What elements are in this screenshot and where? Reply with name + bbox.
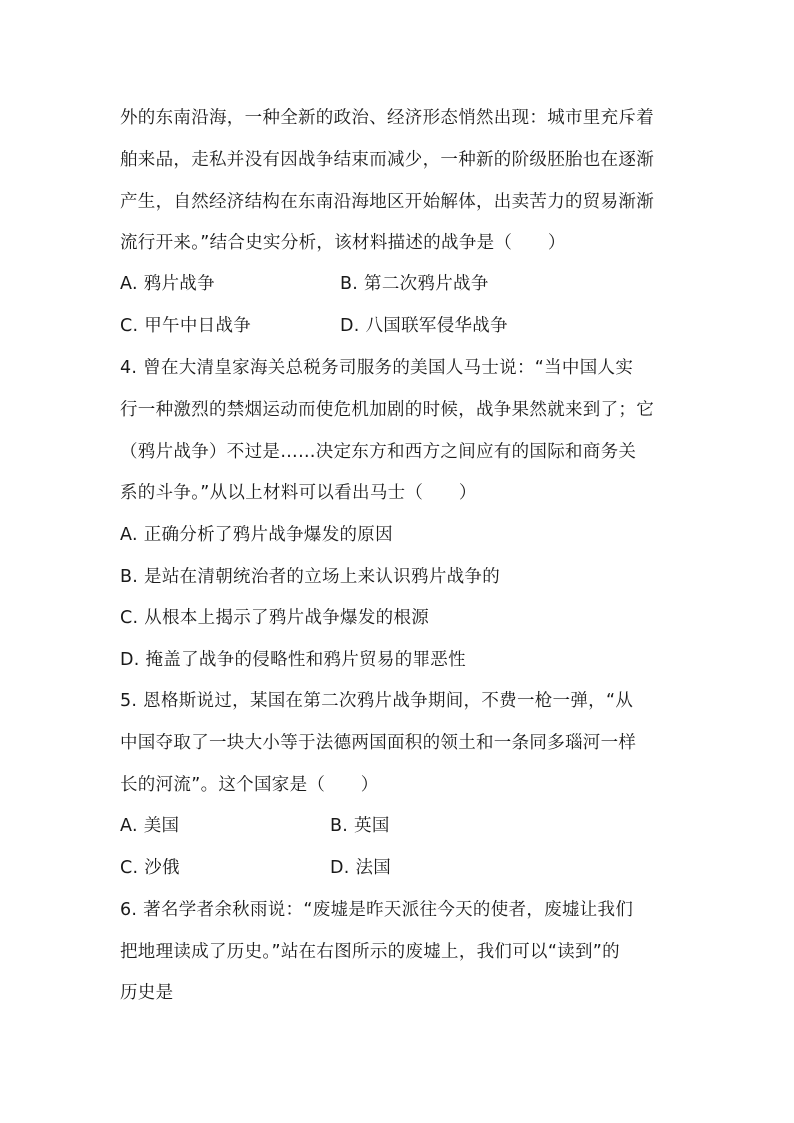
q5-text-line-2: 中国夺取了一块大小等于法德两国面积的领土和一条同多瑙河一样 xyxy=(120,733,637,753)
q3-option-d: D. 八国联军侵华战争 xyxy=(340,316,508,336)
q5-text-line-3: 长的河流”。这个国家是（ ） xyxy=(120,775,379,795)
q3-option-a: A. 鸦片战争 xyxy=(120,274,215,294)
q4-option-d: D. 掩盖了战争的侵略性和鸦片贸易的罪恶性 xyxy=(120,650,466,670)
q5-option-b: B. 英国 xyxy=(330,816,390,836)
q6-text-line-1: 6. 著名学者余秋雨说：“废墟是昨天派往今天的使者，废墟让我们 xyxy=(120,900,634,920)
q3-option-c: C. 甲午中日战争 xyxy=(120,316,252,336)
q4-text-line-2: 行一种激烈的禁烟运动而使危机加剧的时候，战争果然就来到了；它 xyxy=(120,400,654,420)
q5-option-a: A. 美国 xyxy=(120,816,180,836)
q6-text-line-3: 历史是 xyxy=(120,983,174,1003)
q4-option-c: C. 从根本上揭示了鸦片战争爆发的根源 xyxy=(120,608,430,628)
q5-text-line-1: 5. 恩格斯说过，某国在第二次鸦片战争期间，不费一枪一弹，“从 xyxy=(120,691,634,711)
q5-option-c: C. 沙俄 xyxy=(120,858,180,878)
q4-option-b: B. 是站在清朝统治者的立场上来认识鸦片战争的 xyxy=(120,567,501,587)
q3-text-line-4: 流行开来。”结合史实分析，该材料描述的战争是（ ） xyxy=(120,233,566,253)
q4-text-line-4: 系的斗争。”从以上材料可以看出马士（ ） xyxy=(120,483,477,503)
q3-text-line-1: 外的东南沿海，一种全新的政治、经济形态悄然出现：城市里充斥着 xyxy=(120,108,654,128)
q4-option-a: A. 正确分析了鸦片战争爆发的原因 xyxy=(120,525,393,545)
q3-text-line-2: 舶来品，走私并没有因战争结束而减少，一种新的阶级胚胎也在逐渐 xyxy=(120,150,654,170)
q4-text-line-1: 4. 曾在大清皇家海关总税务司服务的美国人马士说：“当中国人实 xyxy=(120,358,634,378)
q3-text-line-3: 产生，自然经济结构在东南沿海地区开始解体，出卖苦力的贸易渐渐 xyxy=(120,192,654,212)
q4-text-line-3: （鸦片战争）不过是……决定东方和西方之间应有的国际和商务关 xyxy=(120,442,637,462)
q6-text-line-2: 把地理读成了历史。”站在右图所示的废墟上，我们可以“读到”的 xyxy=(120,942,620,962)
q3-option-b: B. 第二次鸦片战争 xyxy=(340,274,489,294)
q5-option-d: D. 法国 xyxy=(330,858,392,878)
